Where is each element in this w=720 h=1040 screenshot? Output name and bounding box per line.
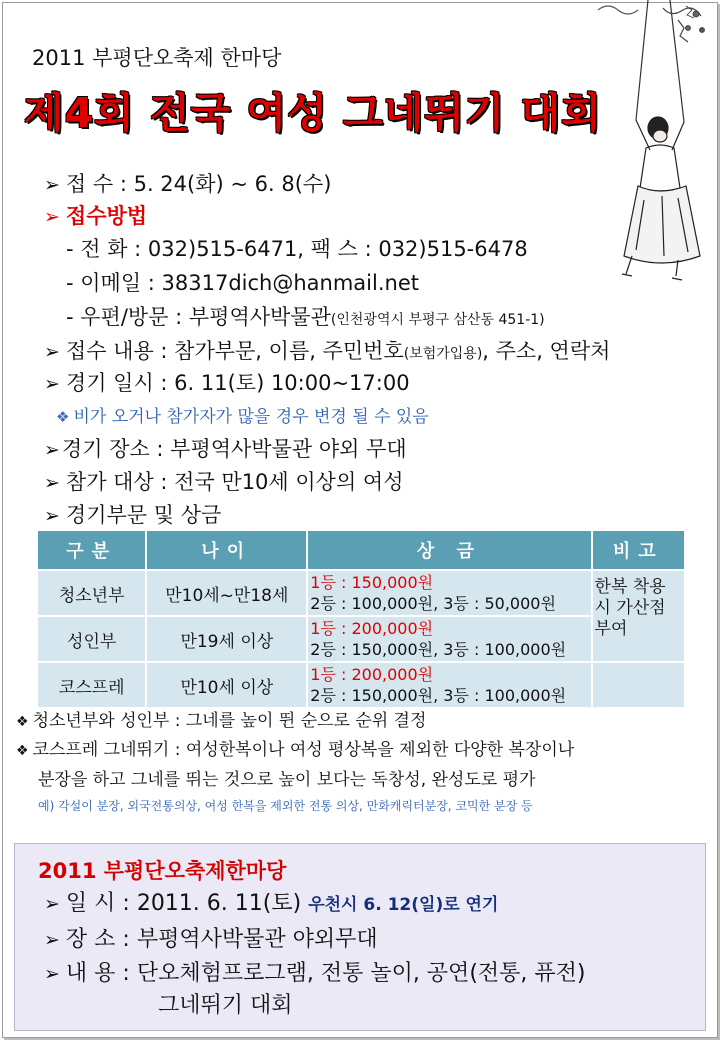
age-cell: 만10세~만18세 <box>147 571 306 615</box>
festival-content-cont: 그네뛰기 대회 <box>158 993 293 1018</box>
column-header: 구분 <box>38 531 145 569</box>
table-header-row <box>38 531 684 569</box>
prize-cell: 1등 : 200,000원 2등 : 150,000원, 3등 : 100,000원 <box>308 663 590 707</box>
rain-note: ❖ 비가 오거나 참가자가 많을 경우 변경 될 수 있음 <box>56 407 429 427</box>
note-cosplay-detail: 분장을 하고 그네를 뛰는 것으로 높이 보다는 독창성, 완성도로 평가 <box>38 770 536 790</box>
participant-target: ➢ 참가 대상 : 전국 만10세 이상의 여성 <box>44 470 404 494</box>
age-cell: 만10세 이상 <box>147 663 306 707</box>
arrow-bullet-icon: ➢ <box>44 174 60 196</box>
diamond-bullet-icon: ❖ <box>16 714 29 730</box>
division-cell: 코스프레 <box>38 663 145 707</box>
email-line: - 이메일 : 38317dich@hanmail.net <box>66 271 419 295</box>
swing-woman-illustration <box>578 0 718 300</box>
arrow-bullet-icon: ➢ <box>44 505 60 527</box>
event-subtitle: 2011 부평단오축제 한마당 <box>32 46 282 70</box>
match-date: ➢ 경기 일시 : 6. 11(토) 10:00~17:00 <box>44 371 410 395</box>
rain-date: 우천시 6. 12(일)로 연기 <box>308 895 499 915</box>
prize-cell: 1등 : 200,000원 2등 : 150,000원, 3등 : 100,000원 <box>308 617 590 661</box>
reception-content: ➢ 접수 내용 : 참가부문, 이름, 주민번호(보험가입용), 주소, 연락처 <box>44 339 611 363</box>
diamond-bullet-icon: ❖ <box>56 408 70 426</box>
remark-cell: 한복 착용시 가산점 부여 <box>593 571 684 661</box>
festival-date: ➢ 일 시 : 2011. 6. 11(토) 우천시 6. 12(일)로 연기 <box>44 891 499 916</box>
diamond-bullet-icon: ❖ <box>16 743 29 759</box>
division-cell: 청소년부 <box>38 571 145 615</box>
column-header: 상 금 <box>308 531 590 569</box>
phone-fax: - 전 화 : 032)515-6471, 팩 스 : 032)515-6478 <box>66 237 528 261</box>
prize-table <box>36 529 686 709</box>
arrow-bullet-icon: ➢ <box>44 893 60 915</box>
arrow-bullet-icon: ➢ <box>44 206 60 228</box>
arrow-bullet-icon: ➢ <box>44 341 60 363</box>
prize-cell: 1등 : 150,000원 2등 : 100,000원, 3등 : 50,000원 <box>308 571 590 615</box>
arrow-bullet-icon: ➢ <box>44 439 60 461</box>
note-ranking: ❖ 청소년부와 성인부 : 그네를 높이 뛴 순으로 순위 결정 <box>16 711 427 731</box>
table-row <box>38 663 684 707</box>
festival-title: 2011 부평단오축제한마당 <box>38 859 287 883</box>
visit-line: - 우편/방문 : 부평역사박물관(인천광역시 부평구 삼산동 451-1) <box>66 305 545 329</box>
match-venue: ➢경기 장소 : 부평역사박물관 야외 무대 <box>44 437 407 461</box>
table-row <box>38 571 684 615</box>
cosplay-examples: 예) 각설이 분장, 외국전통의상, 여성 한복을 제외한 전통 의상, 만화캐릭터분장, 코믹한 분장 등 <box>38 799 533 813</box>
festival-content: ➢ 내 용 : 단오체험프로그램, 전통 놀이, 공연(전통, 퓨전) <box>44 961 586 986</box>
age-cell: 만19세 이상 <box>147 617 306 661</box>
table-row <box>38 617 684 661</box>
festival-place: ➢ 장 소 : 부평역사박물관 야외무대 <box>44 927 378 952</box>
arrow-bullet-icon: ➢ <box>44 472 60 494</box>
category-heading: ➢ 경기부문 및 상금 <box>44 503 222 527</box>
arrow-bullet-icon: ➢ <box>44 929 60 951</box>
arrow-bullet-icon: ➢ <box>44 963 60 985</box>
column-header: 비고 <box>593 531 684 569</box>
method-heading: ➢ 접수방법 <box>44 204 148 228</box>
arrow-bullet-icon: ➢ <box>44 373 60 395</box>
reception-period: ➢ 접 수 : 5. 24(화) ~ 6. 8(수) <box>44 172 332 196</box>
division-cell: 성인부 <box>38 617 145 661</box>
column-header: 나이 <box>147 531 306 569</box>
empty-remark-cell <box>593 663 684 707</box>
note-cosplay: ❖ 코스프레 그네뛰기 : 여성한복이나 여성 평상복을 제외한 다양한 복장이나 <box>16 740 575 760</box>
event-title: 제4회 전국 여성 그네뛰기 대회 <box>24 89 602 137</box>
